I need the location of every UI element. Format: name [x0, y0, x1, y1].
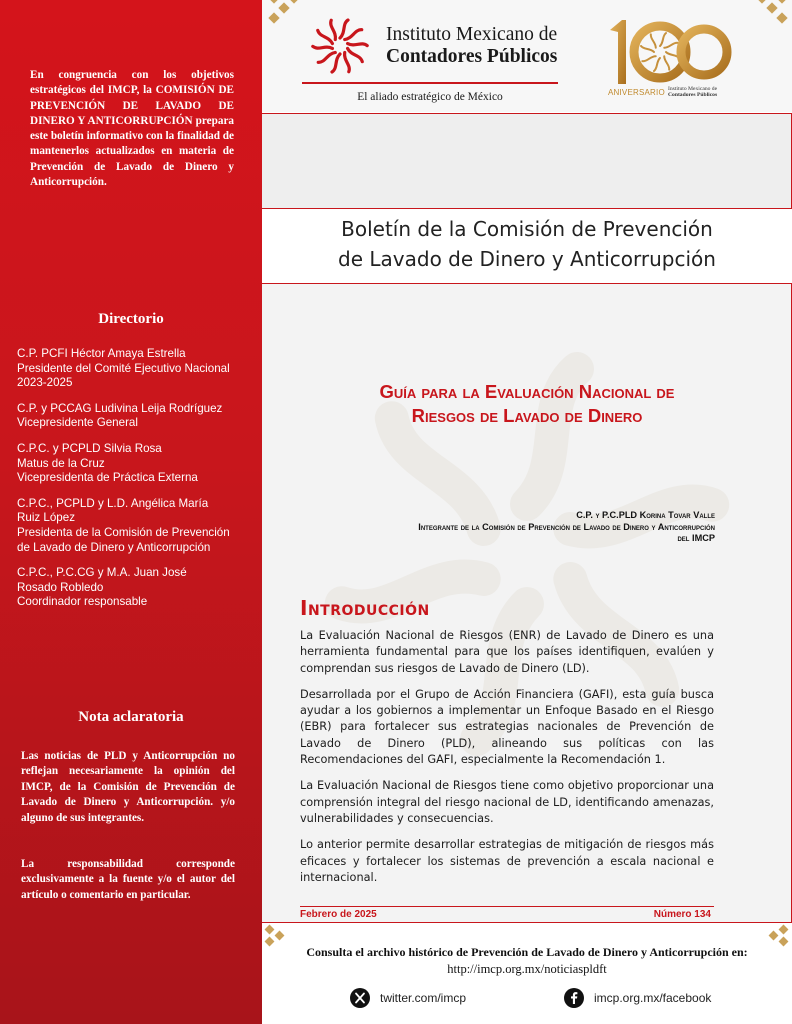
section-heading: Introducción — [300, 596, 430, 620]
intro-text-end: prepara este boletín informativo con la finalidad de mantenerlos actualizados en materia de Prevención de Lavado de Dinero y Anticorrupción. — [30, 114, 234, 189]
anniversary-100-icon — [604, 16, 732, 88]
article-title — [292, 380, 762, 428]
corner-ornament-icon — [754, 0, 788, 30]
directory-entry — [17, 402, 255, 431]
article-title-line-2: Riesgos de Lavado de Dinero — [411, 405, 643, 426]
directory-entry — [17, 442, 255, 486]
paragraph: Desarrollada por el Grupo de Acción Financiera (GAFI), esta guía busca ayudar a los gobiernos a implementar un Enfoque Basado en el Riesgo (EBR) para fortalecer sus estrategias nacionales de Prevención de Lavado de Dinero (PLD), alineando sus políticas con las Recomendaciones del GAFI, especialmente la Recomendación 1. — [300, 687, 714, 767]
paragraph: La Evaluación Nacional de Riesgos (ENR) de Lavado de Dinero es una herramienta fundamental para que los países identifiquen, evalúen y comprendan sus riesgos de Lavado de Dinero (LD). — [300, 629, 714, 675]
org-name — [386, 24, 557, 68]
directory-line: C.P.C., PCPLD y L.D. Angélica María — [17, 496, 209, 510]
note-paragraph-2: La responsabilidad corresponde exclusivamente a la fuente y/o el autor del artículo o comentario en particular. — [21, 858, 235, 901]
intro-commission: COMISIÓN DE PREVENCIÓN DE LAVADO DE DINERO Y ANTICORRUPCIÓN — [30, 84, 235, 127]
article-footer-rule — [300, 906, 714, 907]
directory-line: 2023-2025 — [17, 376, 73, 390]
twitter-handle: twitter.com/imcp — [380, 991, 467, 1005]
directory-entry — [17, 497, 255, 555]
directory-entry — [17, 347, 255, 391]
directory-line: Presidenta de la Comisión de Prevención — [17, 525, 230, 539]
archive-notice — [262, 944, 792, 978]
sidebar — [0, 0, 262, 1024]
facebook-link[interactable] — [564, 988, 711, 1008]
note-paragraph-1: Las noticias de PLD y Anticorrupción no reflejan necesariamente la opinión del IMCP, de la Comisión de Prevención de Lavado de Dinero y Anticorrupción. y/o alguno de sus integrantes. — [21, 750, 235, 824]
directory-line: C.P. y PCCAG Ludivina Leija Rodríguez — [17, 401, 223, 415]
bulletin-title-line-2: de Lavado de Dinero y Anticorrupción — [338, 247, 716, 271]
directory-line: de Lavado de Dinero y Anticorrupción — [17, 540, 211, 554]
directory-line: Presidente del Comité Ejecutivo Nacional — [17, 361, 230, 375]
directory-line: Matus de la Cruz — [17, 456, 105, 470]
article-author — [295, 510, 715, 545]
main-column — [262, 0, 792, 1024]
issue-number: Número 134 — [653, 909, 711, 920]
author-name: C.P. y P.C.PLD Korina Tovar Valle — [576, 510, 715, 520]
directory-line: Coordinador responsable — [17, 595, 148, 609]
bulletin-title — [262, 214, 792, 274]
twitter-link[interactable] — [350, 988, 466, 1008]
directory-list — [17, 347, 255, 621]
sidebar-intro — [30, 68, 234, 190]
tagline: El aliado estratégico de México — [357, 91, 503, 103]
x-twitter-icon — [350, 988, 370, 1008]
article-title-line-1: Guía para la Evaluación Nacional de — [379, 381, 675, 402]
directory-line: Ruiz López — [17, 511, 76, 525]
issue-date: Febrero de 2025 — [300, 909, 377, 920]
directory-line: C.P.C. y PCPLD Silvia Rosa — [17, 441, 162, 455]
directory-line: C.P.C., P.C.CG y M.A. Juan José — [17, 566, 187, 580]
anniversary-org-line-1: Instituto Mexicano de — [668, 86, 718, 92]
anniversary-org-line-2: Contadores Públicos — [668, 92, 718, 99]
directory-line: C.P. PCFI Héctor Amaya Estrella — [17, 347, 186, 360]
article-body — [300, 628, 714, 896]
article-box — [262, 283, 792, 923]
directory-heading: Directorio — [98, 311, 164, 327]
intro-text-mid: , la — [136, 84, 156, 97]
anniversary-label: ANIVERSARIO — [608, 88, 665, 97]
archive-link[interactable]: http://imcp.org.mx/noticiaspldft — [447, 962, 607, 976]
intro-text-start: En congruencia con los objetivos estratégicos del — [30, 69, 234, 97]
corner-ornament-icon — [266, 0, 300, 30]
author-role-cont: del IMCP — [677, 533, 715, 543]
logo-divider — [302, 82, 558, 84]
note-heading: Nota aclaratoria — [78, 709, 184, 725]
intro-org: IMCP — [107, 84, 137, 97]
banner-placeholder — [262, 113, 792, 209]
anniversary-org — [668, 86, 717, 98]
directory-entry — [17, 566, 255, 610]
org-name-line-1: Instituto Mexicano de — [386, 24, 558, 45]
directory-line: Vicepresidenta de Práctica Externa — [17, 471, 198, 485]
facebook-icon — [564, 988, 584, 1008]
directory-line: Vicepresidente General — [17, 416, 138, 430]
facebook-handle: imcp.org.mx/facebook — [594, 991, 712, 1005]
paragraph: Lo anterior permite desarrollar estrategias de mitigación de riesgos más eficaces y fortalecer los sistemas de prevención a escala nacional e internacional. — [300, 838, 714, 884]
imcp-logo-icon — [310, 16, 370, 76]
bulletin-title-line-1: Boletín de la Comisión de Prevención — [341, 217, 713, 241]
author-role: Integrante de la Comisión de Prevención de Lavado de Dinero y Anticorrupción — [418, 521, 715, 532]
archive-text: Consulta el archivo histórico de Prevención de Lavado de Dinero y Anticorrupción en: — [306, 945, 748, 959]
directory-line: Rosado Robledo — [17, 580, 104, 594]
paragraph: La Evaluación Nacional de Riesgos tiene como objetivo proporcionar una comprensión integral del riesgo nacional de LD, identificando amenazas, vulnerabilidades y consecuencias. — [300, 779, 714, 825]
org-name-line-2: Contadores Públicos — [386, 46, 558, 67]
